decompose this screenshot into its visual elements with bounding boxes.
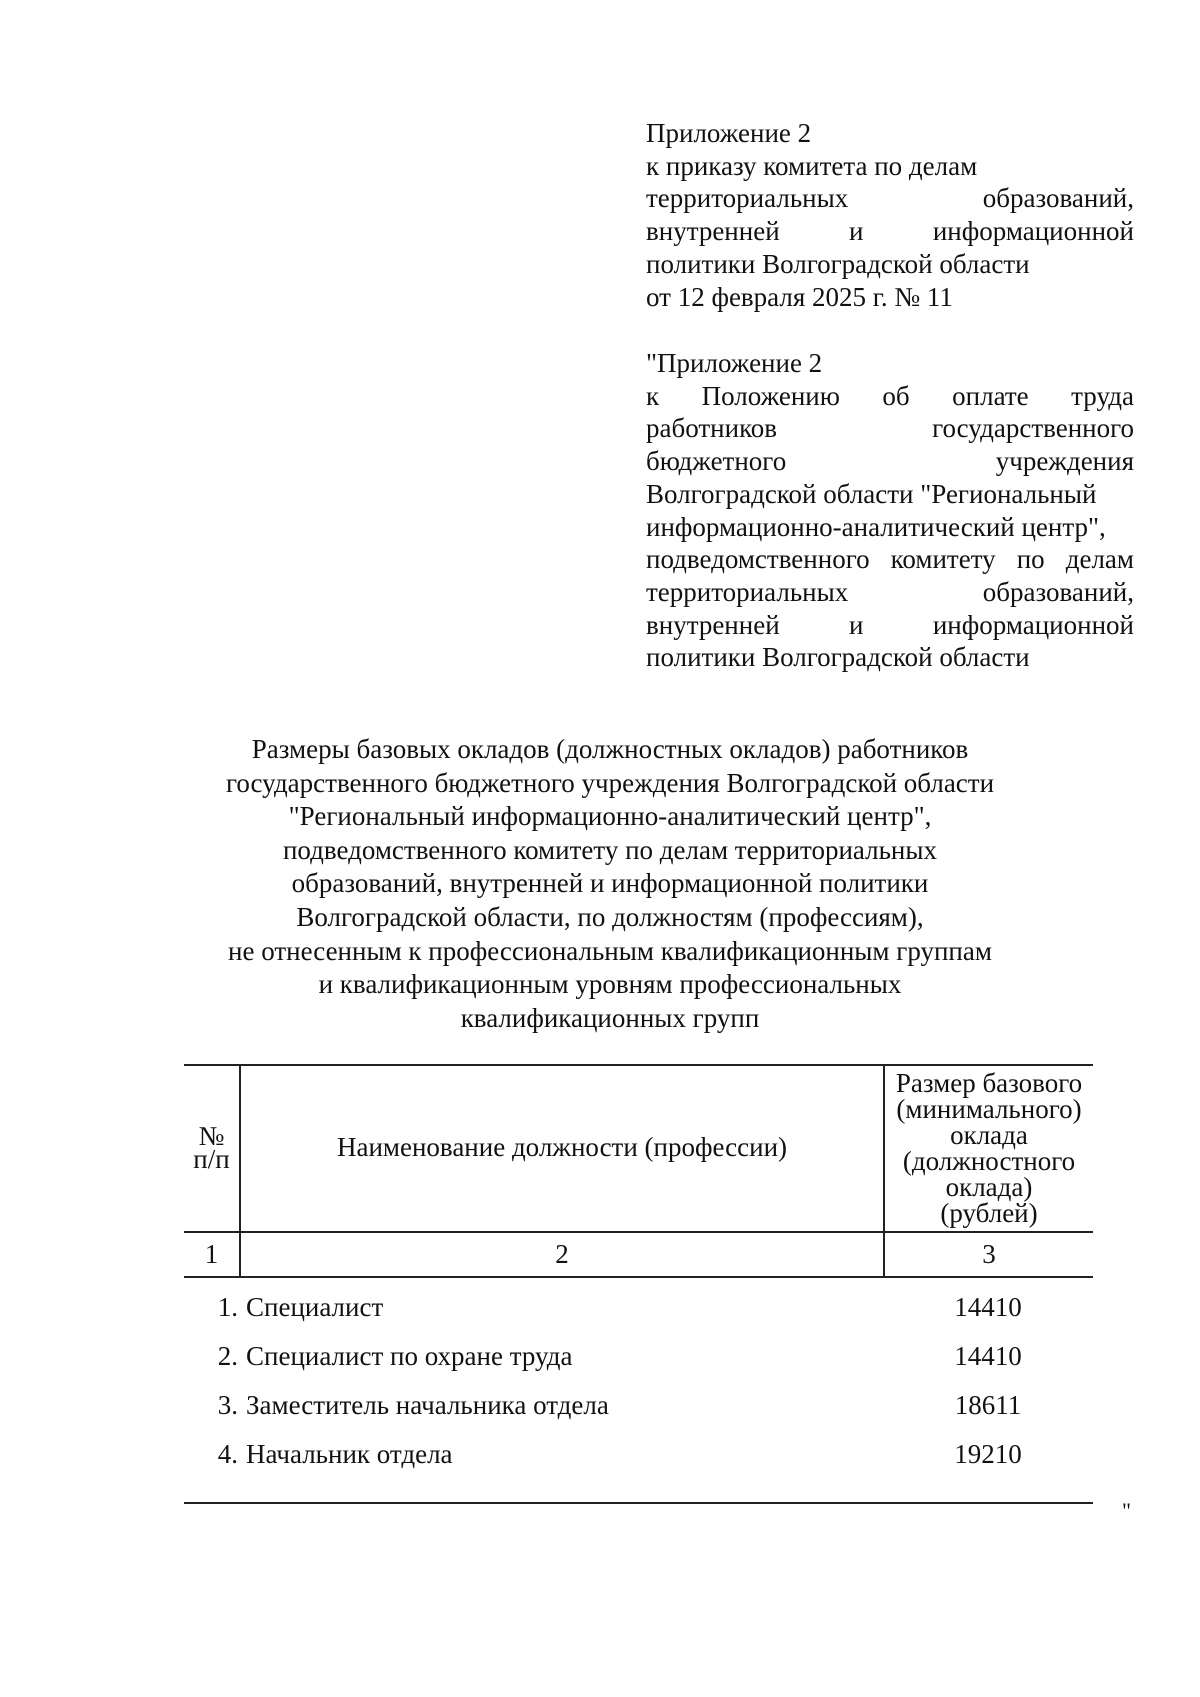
annex-line-word: "Приложение 2 [646,348,823,378]
column-number-3 [885,1233,1093,1276]
annex-line [646,248,1134,281]
annex-line [646,347,1134,380]
annex-line [646,150,1134,183]
row-salary-value: 18611 [954,1390,1022,1420]
annex-line-word: политики Волгоградской области [646,248,1030,279]
document-heading [180,733,1040,1035]
annex-line [646,412,1134,445]
header-col-salary-line: (рублей) [940,1198,1038,1228]
heading-line: и квалификационным уровням профессиональных [318,969,902,1000]
heading-line: государственного бюджетного учреждения Волгоградской области [225,767,995,798]
annex-line-word: работников [646,413,778,444]
annex-line-word: территориальных [646,576,849,607]
annex-regulation-block [646,347,1134,674]
header-col-number-line: п/п [193,1143,230,1174]
annex-line-word: Волгоградской области "Региональный [646,478,1097,509]
annex-line [646,511,1134,544]
header-col-salary-line: оклада) [945,1172,1033,1202]
table-bottom-rule [184,1502,1093,1504]
row-position-name: Специалист [246,1292,384,1322]
header-col-salary-line: (минимального) [896,1094,1082,1124]
annex-line-word: подведомственного [646,544,870,575]
table-number-row-rule [184,1276,1093,1278]
annex-line-word: территориальных [646,183,849,214]
annex-line-word: к [646,380,660,411]
annex-line [646,281,1134,314]
annex-line-word: от 12 февраля 2025 г. № 11 [646,281,953,312]
header-col-name-text: Наименование должности (профессии) [336,1132,788,1162]
annex-line [646,543,1134,576]
annex-line-word: образований, [982,183,1134,214]
annex-line-word: информационно-аналитический центр", [646,511,1106,542]
column-number-1 [184,1233,239,1276]
row-position-name: Специалист по охране труда [246,1341,573,1371]
heading-line: образований, внутренней и информационной политики [291,868,929,899]
header-col-number-line: № [198,1120,225,1151]
heading-line: "Региональный информационно-аналитический центр", [288,801,932,832]
heading-line: квалификационных групп [460,1002,760,1033]
row-salary-value: 14410 [954,1341,1022,1371]
annex-line-word: Приложение 2 [646,118,812,148]
annex-line-word: труда [1071,380,1134,411]
header-col-salary-line: Размер базового [895,1068,1083,1098]
heading-line: подведомственного комитету по делам территориальных [282,834,938,865]
annex-line-word: по [1016,544,1045,575]
row-number: 2. [217,1341,238,1371]
annex-line [646,641,1134,674]
annex-line-word: делам [1065,544,1134,575]
row-position-name: Начальник отдела [246,1439,453,1469]
row-number: 1. [217,1292,238,1322]
annex-line [646,445,1134,478]
column-number-2 [241,1233,883,1276]
column-number-text: 1 [204,1239,219,1269]
row-salary-value: 14410 [954,1292,1022,1322]
header-col-salary [885,1068,1093,1228]
annex-line-word: об [882,380,910,411]
annex-line-word: к приказу комитета по делам [646,150,978,181]
annex-line-word: внутренней [646,609,780,640]
annex-line-word: и [849,609,864,640]
header-col-salary-line: (должностного [902,1146,1076,1176]
annex-line [646,609,1134,642]
annex-line-word: бюджетного [646,446,787,477]
annex-line-word: оплате [952,380,1029,411]
annex-line-word: политики Волгоградской области [646,642,1030,673]
annex-line [646,117,1134,150]
annex-line-word: комитету [890,544,996,575]
annex-line [646,478,1134,511]
annex-line-word: информационной [932,216,1134,247]
annex-line-word: государственного [932,413,1134,444]
column-number-text: 2 [555,1239,569,1269]
annex-line [646,380,1134,413]
annex-line-word: образований, [982,576,1134,607]
annex-line [646,215,1134,248]
header-col-salary-line: оклада [950,1120,1028,1150]
heading-line: не отнесенным к профессиональным квалификационным группам [228,935,992,966]
row-number: 3. [217,1390,238,1420]
annex-line-word: внутренней [646,216,780,247]
annex-order-block [646,117,1134,313]
row-position-name: Заместитель начальника отдела [246,1390,609,1420]
annex-line [646,576,1134,609]
annex-line-word: учреждения [995,446,1134,477]
annex-line-word: Положению [701,380,840,411]
header-col-name [241,1064,883,1231]
header-col-number [184,1064,239,1231]
heading-line: Размеры базовых окладов (должностных окладов) работников [251,734,969,764]
annex-line-word: и [849,216,864,247]
annex-line [646,182,1134,215]
heading-line: Волгоградской области, по должностям (профессиям), [296,901,924,932]
row-number: 4. [217,1439,238,1469]
annex-line-word: информационной [932,609,1134,640]
row-salary-value: 19210 [954,1439,1022,1469]
column-number-text: 3 [982,1239,996,1269]
closing-quote-mark: " [1122,1498,1131,1523]
